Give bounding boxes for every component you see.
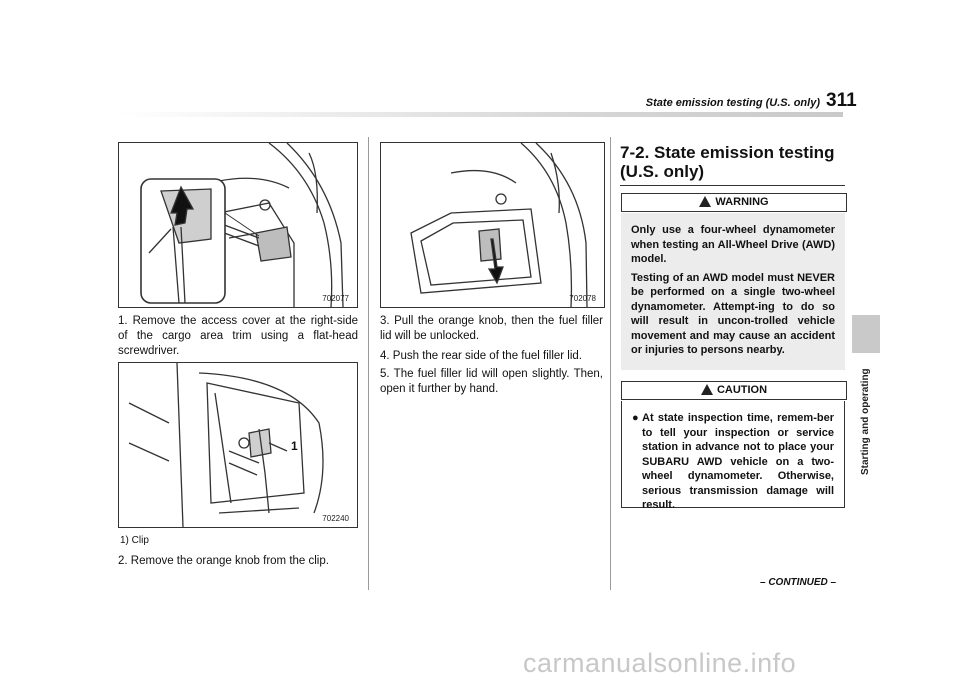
warning-paragraph-2: Testing of an AWD model must NEVER be performed on a single two-wheel dynamometer. Attempt-ing to do so will result in uncon-trolled vehicle movement and may cause an accident or injuries to persons nearby. (631, 271, 835, 356)
caution-text: At state inspection time, remem-ber to tell your inspection or service station in advance not to place your SUBARU AWD vehicle on a two-wheel dynamometer. Otherwise, serious transmission damage will result. (642, 412, 834, 511)
warning-header (621, 193, 847, 212)
caution-bullet (632, 411, 834, 513)
figure-access-cover (118, 142, 358, 308)
caution-body (621, 401, 845, 511)
figure-clip (118, 362, 358, 528)
column-divider-2 (610, 137, 611, 590)
warning-paragraph-1: Only use a four-wheel dynamometer when testing an All-Wheel Drive (AWD) model. (631, 224, 835, 265)
illustration-orange-knob (381, 143, 604, 307)
figure-code: 702240 (322, 514, 349, 523)
caution-header (621, 381, 847, 400)
step-4-text: 4. Push the rear side of the fuel filler lid. (380, 350, 582, 362)
warning-body (621, 213, 845, 370)
warning-label: WARNING (715, 196, 769, 208)
step-5-text: 5. The fuel filler lid will open slightly. Then, open it further by hand. (380, 368, 603, 395)
page-number: 311 (826, 90, 857, 111)
step-1-text: 1. Remove the access cover at the right-side of the cargo area trim using a flat-head screwdriver. (118, 315, 358, 357)
chapter-tab (852, 315, 880, 353)
section-title: 7-2. State emission testing (U.S. only) (620, 143, 845, 186)
illustration-access-cover (119, 143, 357, 307)
watermark: carmanualsonline.info (523, 648, 797, 678)
caution-triangle-icon (701, 384, 713, 395)
figure-code: 702078 (569, 294, 596, 303)
step-2-text: 2. Remove the orange knob from the clip. (118, 555, 329, 567)
warning-triangle-icon (699, 196, 711, 207)
figure-orange-knob (380, 142, 605, 308)
continued-label: – CONTINUED – (760, 577, 837, 588)
callout-1: 1 (291, 439, 298, 453)
header-rule (118, 112, 843, 117)
step-3-text: 3. Pull the orange knob, then the fuel filler lid will be unlocked. (380, 315, 603, 342)
caution-label: CAUTION (716, 384, 768, 396)
running-header-title: State emission testing (U.S. only) (645, 97, 820, 109)
figure-code: 702077 (322, 294, 349, 303)
illustration-clip (119, 363, 357, 527)
figure-caption: 1) Clip (120, 535, 149, 546)
chapter-side-label: Starting and operating (860, 368, 871, 475)
bullet-marker: ● (632, 412, 639, 424)
column-divider-1 (368, 137, 369, 590)
